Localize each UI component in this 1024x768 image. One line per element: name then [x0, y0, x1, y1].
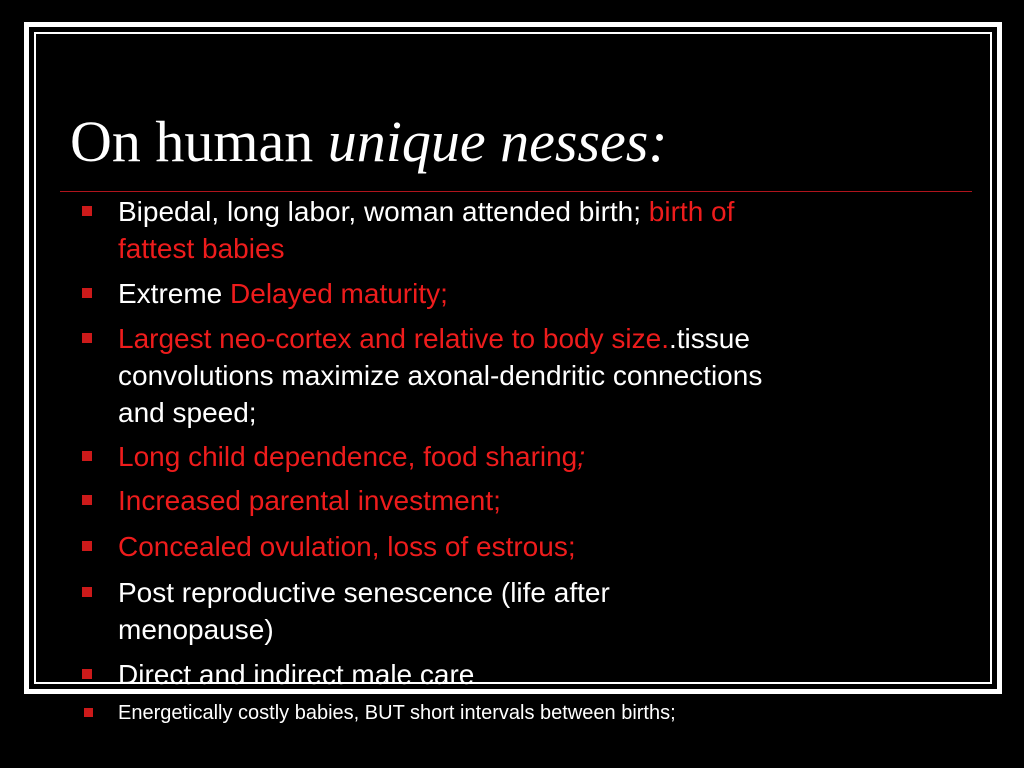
square-bullet-icon	[82, 451, 92, 461]
bullet-text-highlight-italic: ;	[577, 441, 586, 472]
square-bullet-icon	[82, 333, 92, 343]
bullet-text-highlight: Delayed maturity;	[230, 278, 448, 309]
title-italic: unique nesses:	[327, 109, 668, 174]
bullet-item	[118, 482, 798, 519]
bullet-item	[118, 656, 798, 693]
bullet-item	[118, 438, 798, 475]
bullet-text-highlight: Increased parental investment;	[118, 485, 501, 516]
bullet-text: Extreme	[118, 278, 231, 309]
bullet-item	[118, 193, 798, 267]
square-bullet-icon	[82, 541, 92, 551]
bullet-text-highlight: Largest neo-cortex and relative to body size.	[118, 323, 669, 354]
square-bullet-icon	[82, 495, 92, 505]
square-bullet-icon	[82, 206, 92, 216]
bullet-text: Post reproductive senescence (life after menopause)	[118, 577, 610, 645]
slide-title	[70, 108, 668, 176]
bullet-text: Bipedal, long labor, woman attended birth;	[118, 196, 649, 227]
bullet-item	[118, 700, 878, 726]
square-bullet-icon	[84, 708, 93, 717]
bullet-text: Direct and indirect male care	[118, 659, 475, 690]
bullet-item	[118, 574, 758, 648]
bullet-item	[118, 528, 798, 565]
bullet-text: .tissue convolutions maximize axonal-dendritic connections and speed;	[118, 323, 763, 428]
bullet-item	[118, 275, 798, 312]
square-bullet-icon	[82, 288, 92, 298]
bullet-text-highlight: birth of fattest babies	[118, 196, 735, 264]
bullet-text: Energetically costly babies, BUT short intervals between births;	[118, 702, 676, 724]
title-divider	[60, 191, 972, 192]
title-plain: On human	[70, 109, 328, 174]
bullet-item	[118, 320, 768, 431]
bullet-text-highlight: Long child dependence, food sharing	[118, 441, 578, 472]
square-bullet-icon	[82, 587, 92, 597]
square-bullet-icon	[82, 669, 92, 679]
bullet-text-highlight: Concealed ovulation, loss of estrous;	[118, 531, 576, 562]
